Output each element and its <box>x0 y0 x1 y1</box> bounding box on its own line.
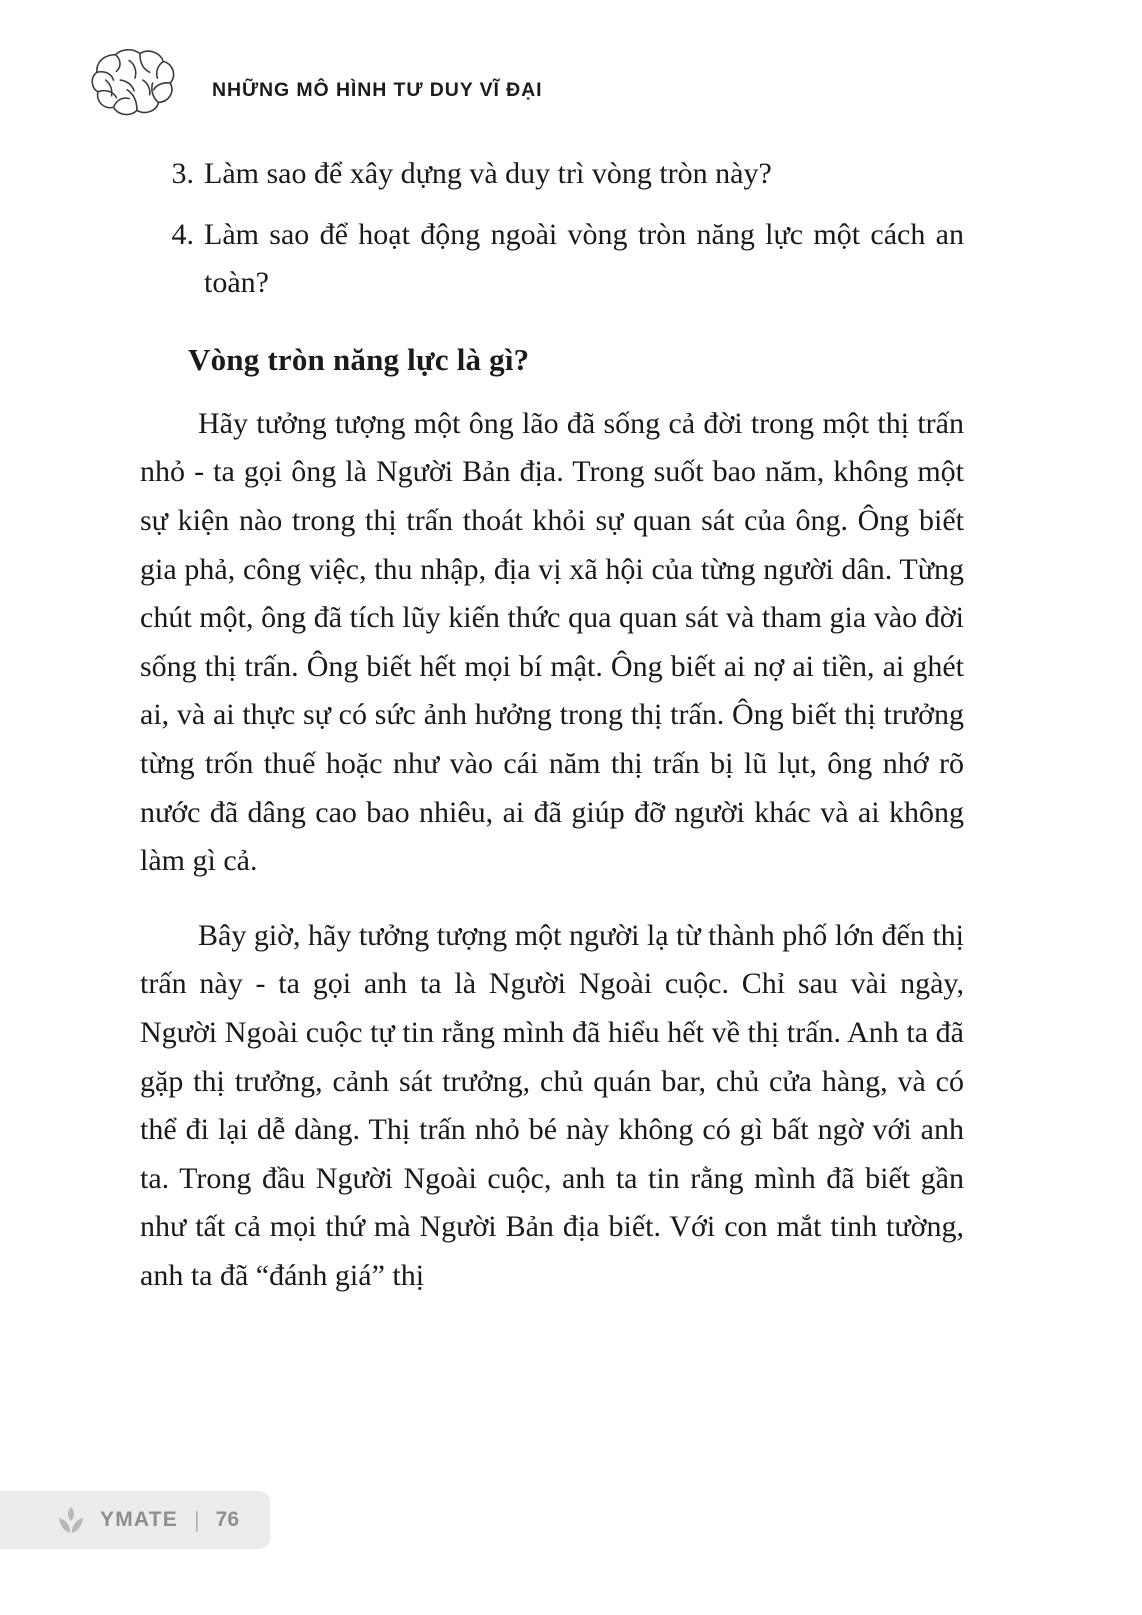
page-number: 76 <box>215 1508 240 1531</box>
footer-separator: | <box>193 1507 200 1532</box>
leaf-icon <box>56 1505 86 1535</box>
list-item-number: 3. <box>171 157 194 190</box>
list-item <box>140 211 964 308</box>
list-item-text: Làm sao để xây dựng và duy trì vòng tròn này? <box>204 157 772 190</box>
book-title: NHỮNG MÔ HÌNH TƯ DUY VĨ ĐẠI <box>212 78 543 101</box>
list-item <box>140 150 964 199</box>
page-content <box>140 150 964 1300</box>
body-paragraph: Bây giờ, hãy tưởng tượng một người lạ từ thành phố lớn đến thị trấn này - ta gọi anh ta là Người Ngoài cuộc. Chỉ sau vài ngày, Người Ngoài cuộc tự tin rằng mình đã hiểu hết về thị trấn. Anh ta đã gặp thị trưởng, cảnh sát trưởng, chủ quán bar, chủ cửa hàng, và có thể đi lại dễ dàng. Thị trấn nhỏ bé này không có gì bất ngờ với anh ta. Trong đầu Người Ngoài cuộc, anh ta tin rằng mình đã biết gần như tất cả mọi thứ mà Người Bản địa biết. Với con mắt tinh tường, anh ta đã “đánh giá” thị <box>140 918 964 1292</box>
section-heading: Vòng tròn năng lực là gì? <box>188 341 530 377</box>
page-header <box>86 38 1056 128</box>
list-item-text: Làm sao để hoạt động ngoài vòng tròn năng lực một cách an toàn? <box>204 217 964 300</box>
footer-brand: YMATE <box>100 1508 178 1531</box>
page-footer <box>0 1491 270 1549</box>
brain-icon <box>86 41 184 125</box>
numbered-question-list <box>140 150 964 308</box>
list-item-number: 4. <box>171 217 194 251</box>
body-paragraph: Hãy tưởng tượng một ông lão đã sống cả đời trong một thị trấn nhỏ - ta gọi ông là Người Bản địa. Trong suốt bao năm, không một sự kiện nào trong thị trấn thoát khỏi sự quan sát của ông. Ông biết gia phả, công việc, thu nhập, địa vị xã hội của từng người dân. Từng chút một, ông đã tích lũy kiến thức qua quan sát và tham gia vào đời sống thị trấn. Ông biết hết mọi bí mật. Ông biết ai nợ ai tiền, ai ghét ai, và ai thực sự có sức ảnh hưởng trong thị trấn. Ông biết thị trưởng từng trốn thuế hoặc như vào cái năm thị trấn bị lũ lụt, ông nhớ rõ nước đã dâng cao bao nhiêu, ai đã giúp đỡ người khác và ai không làm gì cả. <box>140 406 964 878</box>
